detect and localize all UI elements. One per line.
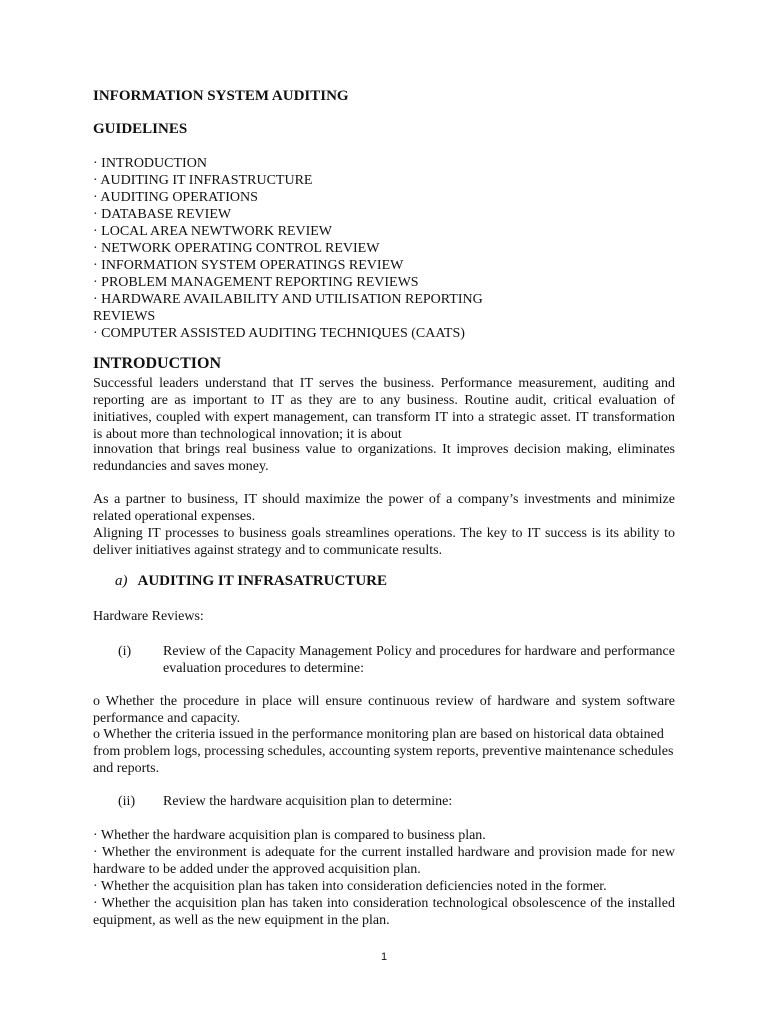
guideline-item: REVIEWS: [93, 309, 156, 324]
bullet-ii-1: · Whether the hardware acquisition plan is compared to business plan.: [93, 828, 486, 843]
introduction-paragraph-3: Aligning IT processes to business goals streamlines operations. The key to IT success is its ability to deliver initiatives against strategy and to communicate results.: [93, 526, 675, 558]
introduction-paragraph-1-continued: innovation that brings real business value to organizations. It improves decision making, eliminates redundancies and saves money.: [93, 442, 675, 474]
guideline-item: · DATABASE REVIEW: [93, 207, 232, 222]
bullet-ii-4: · Whether the acquisition plan has taken into consideration technological obsolescence of the installed equipment, as well as the new equipment in the plan.: [93, 896, 675, 928]
guideline-item: · NETWORK OPERATING CONTROL REVIEW: [93, 241, 380, 256]
introduction-heading: INTRODUCTION: [93, 355, 222, 372]
hardware-reviews-label: Hardware Reviews:: [93, 609, 204, 624]
guideline-item: · AUDITING OPERATIONS: [93, 190, 258, 205]
guidelines-list: [93, 155, 675, 342]
section-title: AUDITING IT INFRASATRUCTURE: [137, 573, 387, 589]
item-ii-label: (ii): [118, 794, 136, 809]
bullet-i-2: o Whether the criteria issued in the performance monitoring plan are based on historical data obtained from problem logs, processing schedules, accounting system reports, preventive maintenance schedules and reports.: [93, 727, 674, 776]
section-letter: a): [115, 573, 128, 589]
guideline-item: · COMPUTER ASSISTED AUDITING TECHNIQUES (CAATS): [93, 326, 465, 341]
guideline-item: · PROBLEM MANAGEMENT REPORTING REVIEWS: [93, 275, 419, 290]
item-i-text: Review of the Capacity Management Policy and procedures for hardware and performance evaluation procedures to determine:: [163, 644, 675, 676]
introduction-paragraph-1: Successful leaders understand that IT serves the business. Performance measurement, auditing and reporting are as important to IT as they are to any business. Routine audit, critical evaluation of initiatives, coupled with expert management, can transform IT into a strategic asset. IT transformation is about more than technological innovation; it is about: [93, 376, 675, 442]
guideline-item: · INFORMATION SYSTEM OPERATINGS REVIEW: [93, 258, 404, 273]
bullet-i-1: o Whether the procedure in place will ensure continuous review of hardware and system software performance and capacity.: [93, 694, 675, 726]
guideline-item: · LOCAL AREA NEWTWORK REVIEW: [93, 224, 332, 239]
section-a-heading: [115, 573, 387, 590]
page-number: 1: [380, 951, 388, 963]
guideline-item: · INTRODUCTION: [93, 156, 207, 171]
document-title: INFORMATION SYSTEM AUDITING: [93, 88, 349, 104]
guidelines-heading: GUIDELINES: [93, 121, 188, 137]
bullet-ii-3: · Whether the acquisition plan has taken into consideration deficiencies noted in the former.: [93, 879, 607, 894]
bullet-ii-2: · Whether the environment is adequate for the current installed hardware and provision made for new hardware to be added under the approved acquisition plan.: [93, 845, 675, 877]
item-ii-text: Review the hardware acquisition plan to determine:: [163, 794, 453, 809]
guideline-item: · HARDWARE AVAILABILITY AND UTILISATION REPORTING: [93, 292, 483, 307]
introduction-paragraph-2: As a partner to business, IT should maximize the power of a company’s investments and minimize related operational expenses.: [93, 492, 675, 524]
guideline-item: · AUDITING IT INFRASTRUCTURE: [93, 173, 313, 188]
item-i-label: (i): [118, 644, 132, 659]
